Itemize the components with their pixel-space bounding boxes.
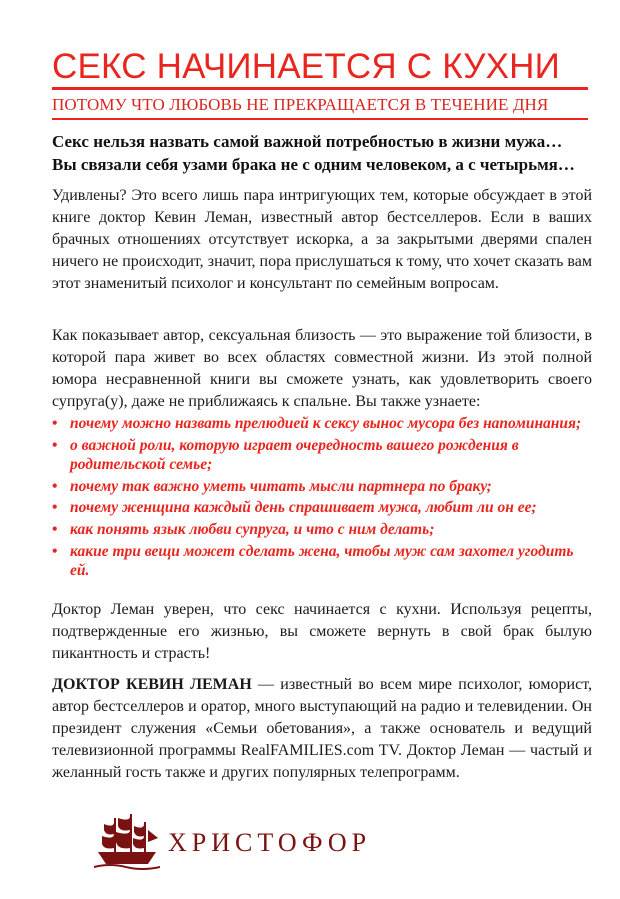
title-divider-bottom: [52, 118, 588, 120]
topics-list: [52, 414, 592, 583]
author-name: ДОКТОР КЕВИН ЛЕМАН: [52, 676, 252, 693]
lead-line-2: Вы связали себя узами брака не с одним человеком, а с четырьмя…: [52, 155, 575, 174]
paragraph-intimacy: Как показывает автор, сексуальная близость — это выражение той близости, в которой пара живет во всех областях совместной жизни. Из этой полной юмора несравненной книги вы сможете узнать, как удовлетворить своего супруга(у), даже не приближаясь к спальне. Вы также узнаете:: [52, 327, 592, 410]
bullet-icon: •: [52, 542, 58, 560]
sailing-ship-icon: [92, 808, 162, 872]
lead-text: [52, 130, 592, 176]
list-item: • почему женщина каждый день спрашивает мужа, любит ли он ее;: [52, 499, 537, 517]
list-item: • какие три вещи может сделать жена, чтобы муж сам захотел угодить ей.: [52, 542, 574, 580]
title-divider-top: [52, 87, 588, 90]
bullet-icon: •: [52, 499, 58, 517]
book-subtitle: ПОТОМУ ЧТО ЛЮБОВЬ НЕ ПРЕКРАЩАЕТСЯ В ТЕЧЕНИЕ ДНЯ: [52, 95, 549, 114]
author-bio: [52, 674, 592, 784]
bullet-icon: •: [52, 415, 58, 432]
list-item: • о важной роли, которую играет очередность вашего рождения в родительской семье;: [52, 436, 519, 474]
bullet-icon: •: [52, 477, 58, 495]
lead-line-1: Секс нельзя назвать самой важной потребностью в жизни мужа…: [52, 132, 563, 151]
bullet-icon: •: [52, 520, 58, 538]
book-title: СЕКС НАЧИНАЕТСЯ С КУХНИ: [52, 47, 560, 86]
bullet-icon: •: [52, 436, 58, 454]
list-item: • почему так важно уметь читать мысли партнера по браку;: [52, 477, 492, 495]
publisher-name: ХРИСТОФОР: [168, 828, 372, 857]
paragraph-conclusion: Доктор Леман уверен, что секс начинается с кухни. Используя рецепты, подтвержденные его жизнью, вы сможете вернуть в свой брак былую пикантность и страсть!: [52, 601, 592, 662]
list-item: • почему можно назвать прелюдией к сексу вынос мусора без напоминания;: [52, 415, 582, 432]
paragraph-intro: Удивлены? Это всего лишь пара интригующих тем, которые обсуждает в этой книге доктор Кевин Леман, известный автор бестселлеров. Если в ваших брачных отношениях отсутствует искорка, а за закрытыми дверями спален ничего не происходит, значит, пора прислушаться к тому, что хочет сказать вам этот знаменитый психолог и консультант по семейным вопросам.: [52, 187, 592, 292]
list-item: • как понять язык любви супруга, и что с ним делать;: [52, 520, 435, 538]
author-bio-text: — известный во всем мире психолог, юморист, автор бестселлеров и оратор, много выступающий на радио и телевидении. Он президент служения «Семьи обетования», а также основатель и ведущий телевизионной программы RealFAMILIES.com TV. Доктор Леман — частый и желанный гость также и других популярных телепрограмм.: [52, 676, 593, 781]
